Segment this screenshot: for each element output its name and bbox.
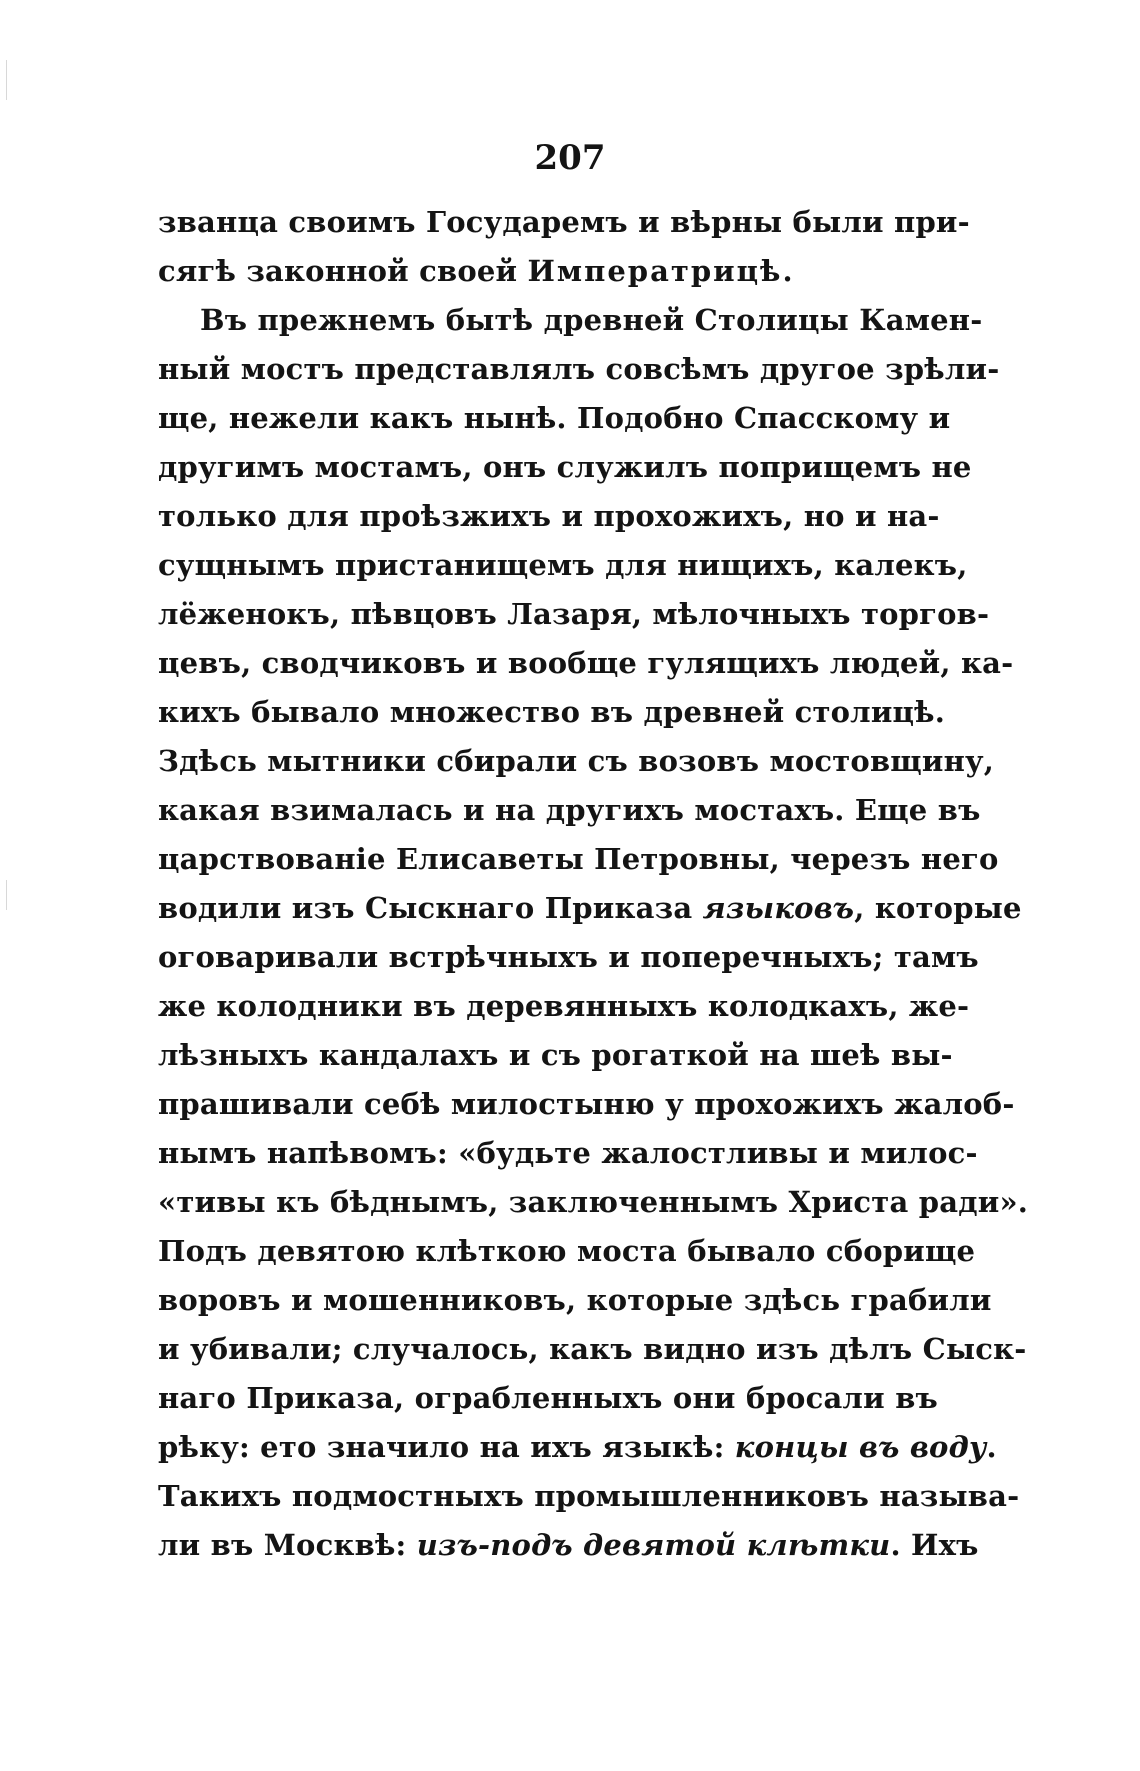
text-line: сущнымъ пристанищемъ для нищихъ, калекъ, (158, 548, 968, 582)
text-line: оговаривали встрѣчныхъ и поперечныхъ; тамъ (158, 940, 979, 974)
italic-phrase: концы въ воду (734, 1430, 987, 1464)
paragraph-first-line: Въ прежнемъ бытѣ древней Столицы Камен- (200, 303, 983, 337)
text-line: Подъ девятою клѣткою моста бывало сборище (158, 1234, 976, 1268)
text-line: рѣку: ето значило на ихъ языкѣ: концы въ воду. (158, 1430, 997, 1464)
text-line: нымъ напѣвомъ: «будьте жалостливы и милос- (158, 1136, 978, 1170)
italic-phrase: изъ-подъ девятой клѣтки (416, 1528, 891, 1562)
scan-edge-mark (6, 60, 7, 100)
text-line: только для проѣзжихъ и прохожихъ, но и на- (158, 499, 940, 533)
page-number: 207 (534, 138, 606, 178)
text-line: Такихъ подмостныхъ промышленниковъ называ- (158, 1479, 1020, 1513)
text-line: лёженокъ, пѣвцовъ Лазаря, мѣлочныхъ торгов- (158, 597, 990, 631)
text-line: водили изъ Сыскнаго Приказа языковъ, которые (158, 891, 1022, 925)
text-line: другимъ мостамъ, онъ служилъ поприщемъ не (158, 450, 972, 484)
text-line: Здѣсь мытники сбирали съ возовъ мостовщину, (158, 744, 995, 778)
text-line: какая взималась и на другихъ мостахъ. Еще въ (158, 793, 981, 827)
text-line: ли въ Москвѣ: изъ-подъ девятой клѣтки. Ихъ (158, 1528, 979, 1562)
body-text (158, 198, 1029, 1570)
text-line: сягѣ законной своей Императрицѣ. (158, 254, 795, 288)
italic-term: языковъ (702, 891, 855, 925)
text-line: воровъ и мошенниковъ, которые здѣсь грабили (158, 1283, 992, 1317)
text-line: лѣзныхъ кандалахъ и съ рогаткой на шеѣ вы- (158, 1038, 953, 1072)
text-line: ный мостъ представлялъ совсѣмъ другое зрѣли- (158, 352, 1000, 386)
text-line: царствованіе Елисаветы Петровны, черезъ него (158, 842, 999, 876)
text-line: и убивали; случалось, какъ видно изъ дѣлъ Сыск- (158, 1332, 1027, 1366)
text-line: кихъ бывало множество въ древней столицѣ. (158, 695, 946, 729)
title-spaced: Императрицѣ. (527, 254, 795, 288)
text-line: «тивы къ бѣднымъ, заключеннымъ Христа ради». (158, 1185, 1029, 1219)
text-line: званца своимъ Государемъ и вѣрны были при- (158, 205, 970, 239)
text-line: наго Приказа, ограбленныхъ они бросали въ (158, 1381, 938, 1415)
scan-edge-mark (6, 880, 7, 910)
text-line: ще, нежели какъ нынѣ. Подобно Спасскому и (158, 401, 951, 435)
text-line: прашивали себѣ милостыню у прохожихъ жалоб- (158, 1087, 1015, 1121)
text-line: цевъ, сводчиковъ и вообще гулящихъ людей, ка- (158, 646, 1014, 680)
text-line: же колодники въ деревянныхъ колодкахъ, же- (158, 989, 970, 1023)
